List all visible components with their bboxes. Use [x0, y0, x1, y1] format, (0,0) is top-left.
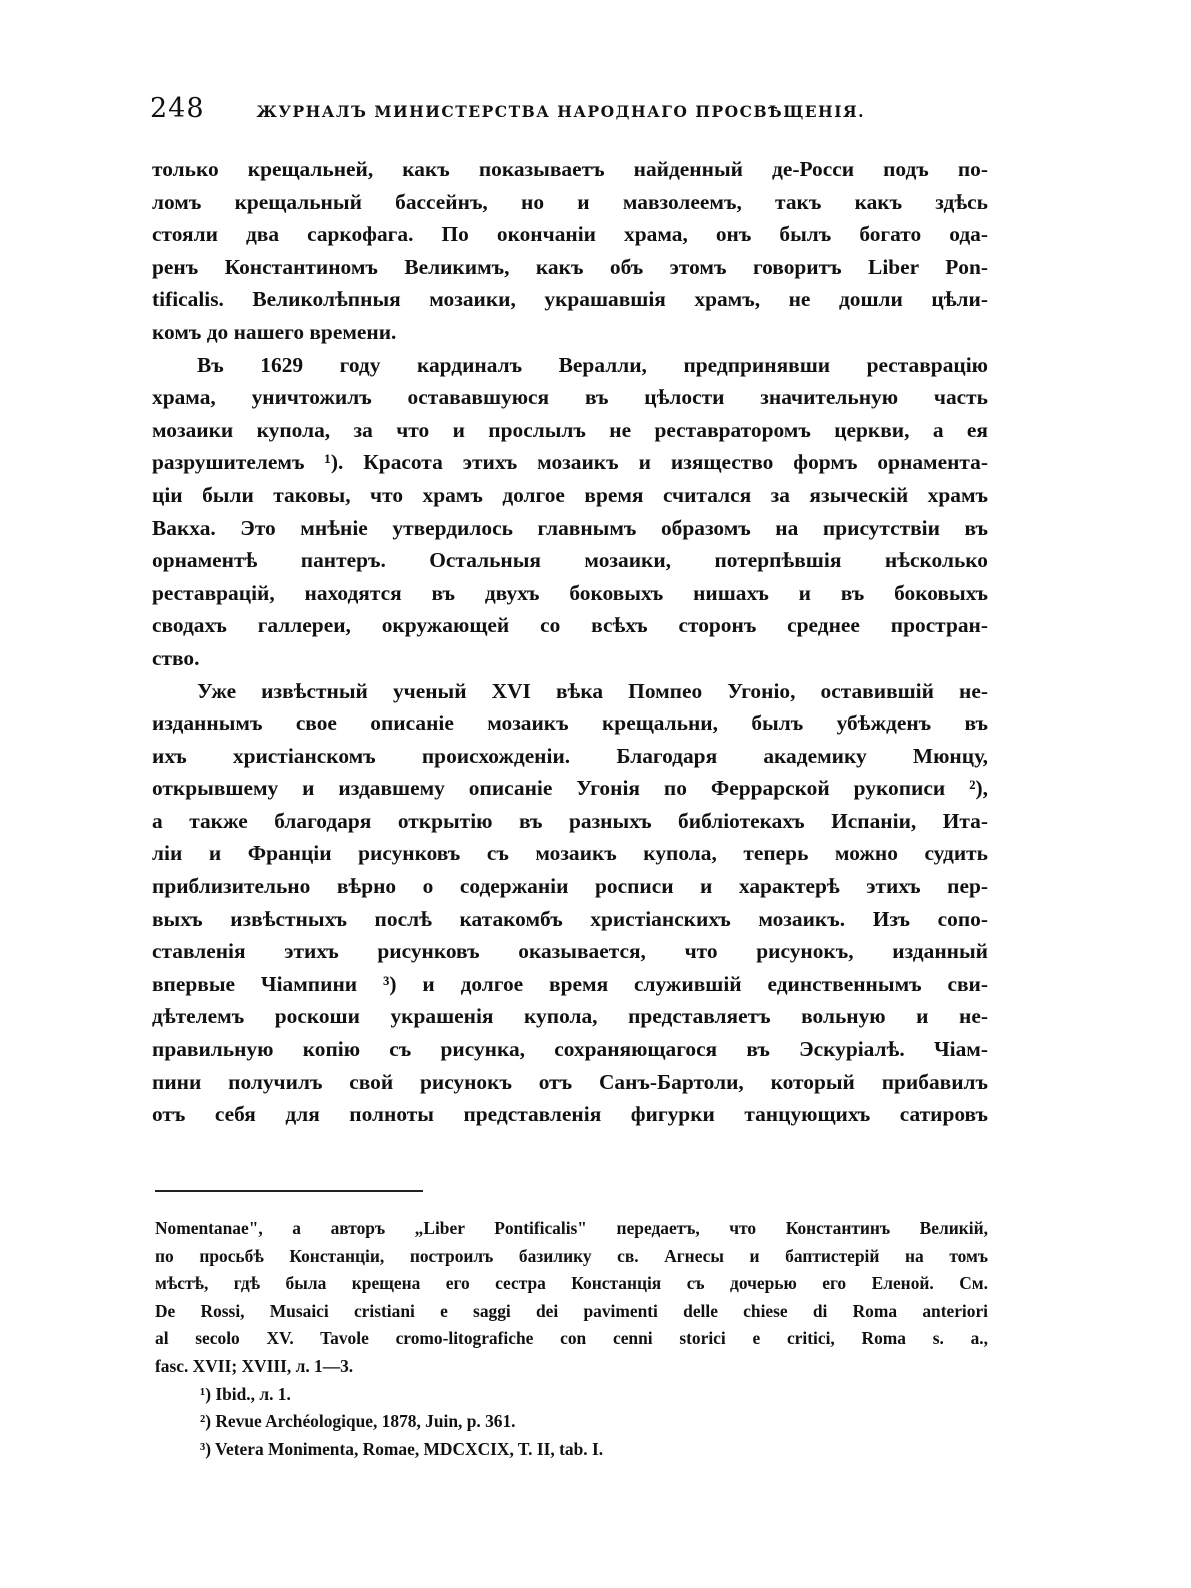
- footnote-continuation-line: Nomentanae", а авторъ „Liber Pontificalis" передаетъ, что Константинъ Великій,: [155, 1218, 988, 1238]
- text-line: ренъ Константиномъ Великимъ, какъ объ этомъ говоритъ Liber Pon-: [152, 254, 988, 279]
- text-line: орнаментѣ пантеръ. Остальныя мозаики, потерпѣвшія нѣсколько: [152, 548, 988, 573]
- footnote-continuation-line: De Rossi, Musaici cristiani e saggi dei pavimenti delle chiese di Roma anteriori: [155, 1300, 988, 1321]
- footnote-2: ²) Revue Archéologique, 1878, Juin, p. 361.: [200, 1411, 516, 1432]
- text-line: стояли два саркофага. По окончаніи храма, онъ былъ богато ода-: [152, 222, 988, 247]
- text-line: ліи и Франціи рисунковъ съ мозаикъ купола, теперь можно судить: [152, 841, 988, 866]
- paragraph-1: [152, 153, 988, 349]
- text-line: открывшему и издавшему описаніе Угонія по Феррарской рукописи ²),: [152, 776, 988, 801]
- footnote-divider: [155, 1190, 423, 1192]
- footnotes: [155, 1215, 988, 1463]
- text-line: только крещальней, какъ показываетъ найденный де-Росси подъ по-: [152, 157, 988, 181]
- running-title: ЖУРНАЛЪ МИНИСТЕРСТВА НАРОДНАГО ПРОСВѢЩЕНІЯ.: [256, 102, 866, 121]
- text-line: ство.: [152, 645, 200, 670]
- text-line: Вакха. Это мнѣніе утвердилось главнымъ образомъ на присутствіи въ: [152, 515, 988, 540]
- text-line: пини получилъ свой рисунокъ отъ Санъ-Бартоли, который прибавилъ: [152, 1069, 988, 1094]
- text-line: дѣтелемъ роскоши украшенія купола, представляетъ вольную и не-: [152, 1004, 988, 1029]
- text-line: ихъ христіанскомъ происхожденіи. Благодаря академику Мюнцу,: [152, 743, 988, 768]
- text-line: приблизительно вѣрно о содержаніи росписи и характерѣ этихъ пер-: [152, 874, 988, 899]
- text-line: выхъ извѣстныхъ послѣ катакомбъ христіанскихъ мозаикъ. Изъ сопо-: [152, 906, 988, 931]
- footnote-continuation-line: мѣстѣ, гдѣ была крещена его сестра Констанція съ дочерью его Еленой. См.: [155, 1273, 988, 1294]
- text-line: ціи были таковы, что храмъ долгое время считался за языческій храмъ: [152, 482, 988, 507]
- text-line: изданнымъ свое описаніе мозаикъ крещальни, былъ убѣжденъ въ: [152, 711, 988, 736]
- footnote-continuation-line: fasc. XVII; XVIII, л. 1—3.: [155, 1355, 354, 1376]
- footnote-continuation-line: по просьбѣ Констанціи, построилъ базилику св. Агнесы и баптистерій на томъ: [155, 1245, 988, 1266]
- text-line: отъ себя для полноты представленія фигурки танцующихъ сатировъ: [152, 1102, 988, 1127]
- text-line: правильную копію съ рисунка, сохраняющагося въ Эскуріалѣ. Чіам-: [152, 1037, 988, 1062]
- main-text: [152, 153, 988, 1131]
- text-line: Уже извѣстный ученый XVI вѣка Помпео Угоніо, оставившій не-: [197, 678, 988, 703]
- page-number: 248: [150, 93, 205, 124]
- text-line: Въ 1629 году кардиналъ Вералли, предпринявши реставрацію: [197, 352, 988, 377]
- text-line: мозаики купола, за что и прослылъ не реставраторомъ церкви, а ея: [152, 417, 988, 442]
- paragraph-2: [152, 349, 988, 675]
- footnote-3: ³) Vetera Monimenta, Romae, MDCXCIX, T. II, tab. I.: [200, 1438, 604, 1459]
- text-line: комъ до нашего времени.: [152, 319, 397, 344]
- text-line: а также благодаря открытію въ разныхъ библіотекахъ Испаніи, Ита-: [152, 808, 988, 833]
- text-line: разрушителемъ ¹). Красота этихъ мозаикъ и изящество формъ орнамента-: [152, 450, 988, 475]
- text-line: храма, уничтожилъ остававшуюся въ цѣлости значительную часть: [152, 385, 988, 410]
- text-line: сводахъ галлереи, окружающей со всѣхъ сторонъ среднее простран-: [152, 613, 988, 638]
- text-line: реставрацій, находятся въ двухъ боковыхъ нишахъ и въ боковыхъ: [152, 580, 988, 605]
- footnote-1: ¹) Ibid., л. 1.: [200, 1383, 291, 1404]
- text-line: впервые Чіампини ³) и долгое время служившій единственнымъ сви-: [152, 971, 988, 996]
- text-line: tificalis. Великолѣпныя мозаики, украшавшія храмъ, не дошли цѣли-: [152, 287, 988, 312]
- text-line: ставленія этихъ рисунковъ оказывается, что рисунокъ, изданный: [152, 939, 988, 964]
- page-header: [150, 93, 990, 124]
- footnote-continuation-line: al secolo XV. Tavole cromo-litografiche con cenni storici e critici, Roma s. a.,: [155, 1328, 988, 1349]
- paragraph-3: [152, 675, 988, 1131]
- text-line: ломъ крещальный бассейнъ, но и мавзолеемъ, такъ какъ здѣсь: [152, 189, 988, 214]
